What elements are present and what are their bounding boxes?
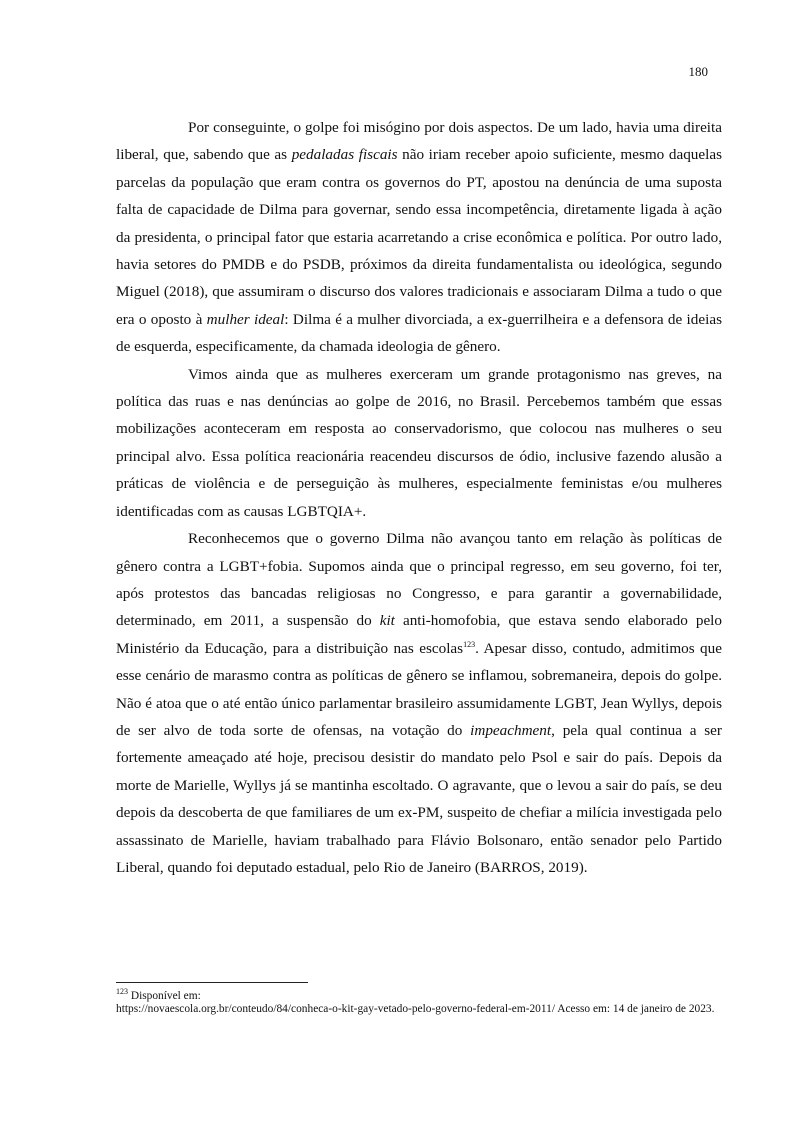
text-run: Vimos ainda que as mulheres exerceram um grande protagonismo nas greves, na política das ruas e nas denúncias ao golpe de 2016, no Brasil. Percebemos também que essas mobilizações aconteceram em resposta ao conservadorismo, que colocou nas mulheres o seu principal alvo. Essa política reacionária reacendeu discursos de ódio, inclusive fazendo alusão a práticas de violência e de perseguição às mulheres, especialmente feministas e/ou mulheres identificadas com as causas LGBTQIA+. [116,365,722,520]
paragraph-3 [116,525,722,881]
paragraph-1 [116,114,722,361]
italic-term: impeachment [470,721,552,739]
text-run: : Dilma é a mulher divorciada, a ex-guerrilheira e a defensora de ideias de esquerda, especificamente, da chamada ideologia de gênero. [116,310,722,356]
text-run: , pela qual continua a ser fortemente ameaçado até hoje, precisou desistir do mandato pelo Psol e sair do país. Depois da morte de Marielle, Wyllys já se mantinha escoltado. O agravante, que o levou a sair do país, se deu depois da descoberta de que familiares de um ex-PM, suspeito de chefiar a milícia investigada pelo assassinato de Marielle, haviam trabalhado para Flávio Bolsonaro, então senador pelo Partido Liberal, quando foi deputado estadual, pelo Rio de Janeiro (BARROS, 2019). [116,721,722,876]
footnote-divider [116,982,308,983]
footnote-marker: 123 [116,987,128,997]
italic-term: kit [379,612,395,630]
text-run: anti-homofobia, que estava sendo elaborado pelo Ministério da Educação, para a distribuição nas escolas [116,612,722,657]
body-text [116,114,722,881]
footnote-access: Acesso em: 14 de janeiro de 2023. [555,1002,715,1015]
paragraph-2 [116,361,722,525]
footnote [116,987,722,1015]
italic-term: pedaladas fiscais [291,146,398,164]
page-number: 180 [688,64,708,79]
italic-term: mulher ideal [206,310,285,328]
footnote-reference[interactable]: 123 [463,639,476,649]
footnote-label: Disponível em: [128,990,201,1002]
text-run: Reconhecemos que o governo Dilma não avançou tanto em relação às políticas de gênero contra a LGBT+fobia. Supomos ainda que o principal regresso, em seu governo, foi ter, após protestos das bancadas religiosas no Congresso, e para garantir a governabilidade, determinado, em 2011, a suspensão do [116,530,722,630]
footnote-first-line [116,987,722,1003]
footnote-url[interactable]: https://novaescola.org.br/conteudo/84/conheca-o-kit-gay-vetado-pelo-governo-federal-em-2011/ [116,1002,556,1015]
text-run: . Apesar disso, contudo, admitimos que esse cenário de marasmo contra as políticas de gênero se inflamou, sobremaneira, depois do golpe. Não é atoa que o até então único parlamentar brasileiro assumidamente LGBT, Jean Wyllys, depois de ser alvo de toda sorte de ofensas, na votação do [116,639,722,739]
text-run: Por conseguinte, o golpe foi misógino por dois aspectos. De um lado, havia uma direita liberal, que, sabendo que as [116,119,722,164]
text-run: não iriam receber apoio suficiente, mesmo daquelas parcelas da população que eram contra os governos do PT, apostou na denúncia de uma suposta falta de capacidade de Dilma para governar, sendo essa incompetência, diretamente ligada à ação da presidenta, o principal fator que estaria acarretando a crise econômica e política. Por outro lado, havia setores do PMDB e do PSDB, próximos da direita fundamentalista ou ideológica, segundo Miguel (2018), que assumiram o discurso dos valores tradicionais e associaram Dilma a tudo o que era o oposto à [116,146,723,328]
